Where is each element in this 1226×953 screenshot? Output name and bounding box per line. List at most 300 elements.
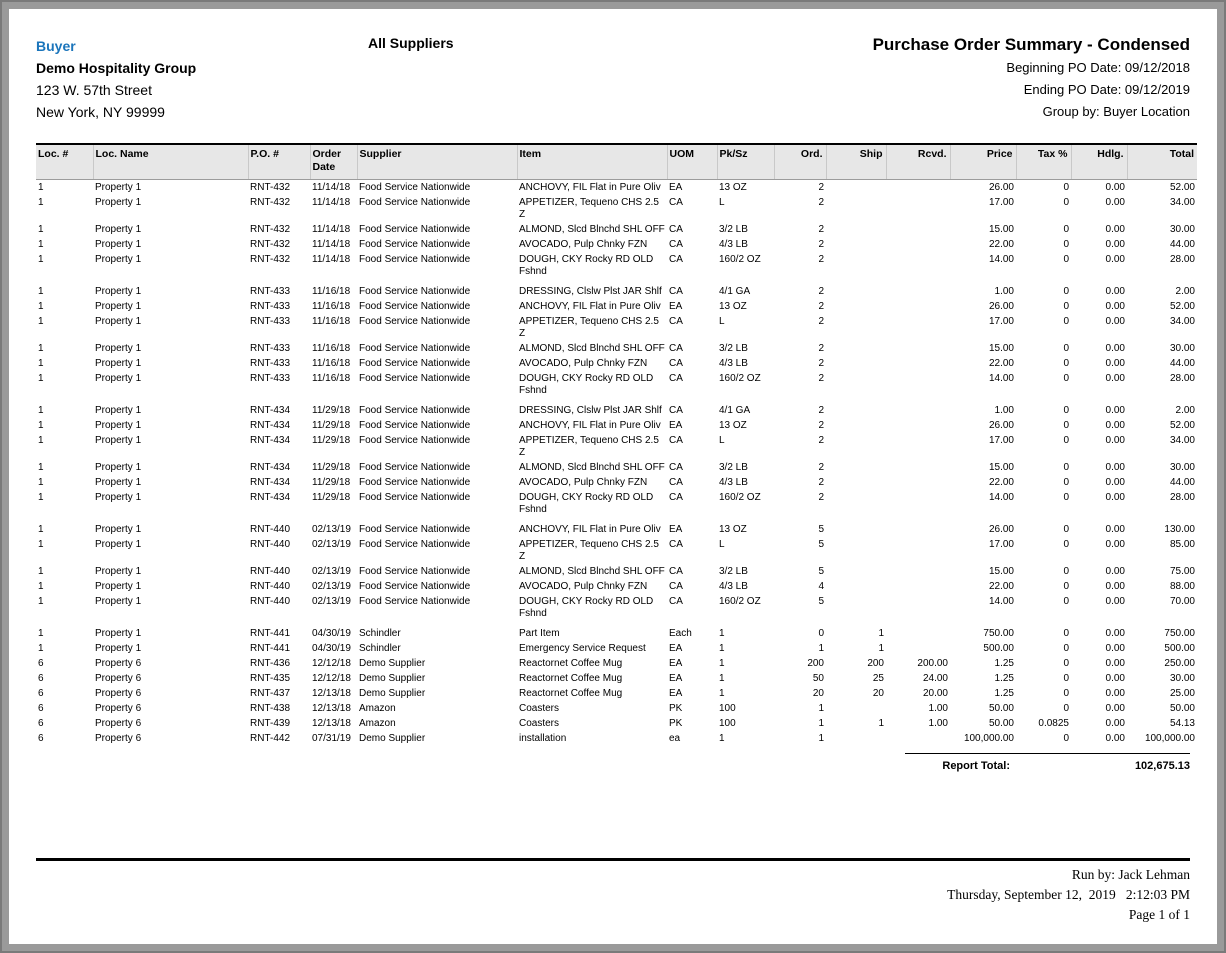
table-cell: 1	[719, 688, 725, 699]
table-cell: 0	[1063, 628, 1069, 639]
suppliers-scope: All Suppliers	[368, 35, 454, 51]
table-cell: 2	[818, 477, 824, 488]
table-cell	[886, 490, 950, 517]
table-cell: 1	[38, 628, 44, 639]
column-header: P.O. #	[248, 144, 310, 180]
table-cell	[826, 418, 886, 433]
table-cell: DOUGH, CKY Rocky RD OLD Fshnd	[519, 596, 654, 619]
table-cell: 1	[818, 733, 824, 744]
table-cell	[886, 299, 950, 314]
table-cell	[826, 341, 886, 356]
table-cell: 0	[1063, 733, 1069, 744]
table-cell: Emergency Service Request	[519, 643, 646, 654]
table-cell: 0	[1063, 658, 1069, 669]
table-cell: 200	[807, 658, 824, 669]
table-cell: 04/30/19	[312, 643, 351, 654]
table-cell	[886, 641, 950, 656]
table-cell: CA	[669, 254, 683, 265]
table-cell: Food Service Nationwide	[359, 197, 471, 208]
table-cell: Property 6	[95, 673, 142, 684]
report-footer	[36, 858, 1190, 925]
table-cell: Property 1	[95, 239, 142, 250]
table-cell: 1.25	[994, 658, 1014, 669]
report-page	[9, 9, 1217, 944]
table-cell: 26.00	[988, 524, 1014, 535]
table-cell: 44.00	[1169, 239, 1195, 250]
table-cell: 17.00	[988, 316, 1014, 327]
table-cell: 0	[1063, 286, 1069, 297]
purchase-order-table	[36, 143, 1197, 746]
table-cell: 1	[719, 733, 725, 744]
table-cell: RNT-433	[250, 286, 291, 297]
table-cell: 50.00	[988, 703, 1014, 714]
table-cell: APPETIZER, Tequeno CHS 2.5 Z	[519, 539, 659, 562]
table-cell: 2	[818, 492, 824, 503]
table-cell: 70.00	[1169, 596, 1195, 607]
table-cell: 0	[1063, 703, 1069, 714]
table-cell: Property 1	[95, 343, 142, 354]
table-cell: Demo Supplier	[359, 688, 426, 699]
table-row	[36, 475, 1197, 490]
table-cell: 50.00	[1169, 703, 1195, 714]
table-cell: Property 1	[95, 628, 142, 639]
table-cell: 52.00	[1169, 420, 1195, 431]
table-cell: 30.00	[1169, 224, 1195, 235]
table-cell: Food Service Nationwide	[359, 492, 471, 503]
table-cell	[826, 314, 886, 341]
ending-po-date: Ending PO Date: 09/12/2019	[1023, 82, 1190, 97]
report-total-value: 102,675.13	[1134, 760, 1190, 772]
table-cell: 5	[818, 566, 824, 577]
column-header: Tax %	[1016, 144, 1071, 180]
table-cell: 88.00	[1169, 581, 1195, 592]
table-cell: ALMOND, Slcd Blnchd SHL OFF	[519, 566, 665, 577]
table-cell: 0	[1063, 343, 1069, 354]
table-row	[36, 195, 1197, 222]
table-cell: 6	[38, 703, 44, 714]
table-cell: APPETIZER, Tequeno CHS 2.5 Z	[519, 197, 659, 220]
table-cell: 50	[812, 673, 824, 684]
table-cell: 11/29/18	[312, 405, 351, 416]
table-cell	[826, 522, 886, 537]
table-cell	[886, 475, 950, 490]
table-row	[36, 284, 1197, 299]
table-cell: 0.00	[1105, 492, 1125, 503]
buyer-label: Buyer	[36, 38, 76, 54]
table-cell: DOUGH, CKY Rocky RD OLD Fshnd	[519, 373, 654, 396]
table-cell: 02/13/19	[312, 596, 351, 607]
table-cell: 22.00	[988, 477, 1014, 488]
table-cell: 28.00	[1169, 373, 1195, 384]
table-cell: 0	[1063, 539, 1069, 550]
table-cell	[886, 180, 950, 196]
table-cell: 85.00	[1169, 539, 1195, 550]
table-cell: 0.00	[1105, 462, 1125, 473]
table-cell: APPETIZER, Tequeno CHS 2.5 Z	[519, 316, 659, 339]
table-cell: 1	[818, 643, 824, 654]
table-cell: Food Service Nationwide	[359, 239, 471, 250]
table-cell: 30.00	[1169, 673, 1195, 684]
table-cell: 6	[38, 688, 44, 699]
table-cell: 1	[38, 477, 44, 488]
table-cell: 50.00	[988, 718, 1014, 729]
table-cell: 0.00	[1105, 286, 1125, 297]
table-cell: CA	[669, 197, 683, 208]
table-cell: 0.00	[1105, 658, 1125, 669]
column-header: Loc. #	[36, 144, 93, 180]
table-cell: Property 1	[95, 462, 142, 473]
table-row	[36, 594, 1197, 621]
table-cell: 02/13/19	[312, 566, 351, 577]
table-cell: AVOCADO, Pulp Chnky FZN	[519, 358, 648, 369]
column-header: Order Date	[310, 144, 357, 180]
table-cell: 0	[1063, 239, 1069, 250]
table-cell	[886, 356, 950, 371]
table-row	[36, 314, 1197, 341]
table-cell: 0.00	[1105, 254, 1125, 265]
table-cell: 04/30/19	[312, 628, 351, 639]
table-row	[36, 490, 1197, 517]
table-cell: PK	[669, 718, 683, 729]
table-cell: 0	[1063, 405, 1069, 416]
table-cell	[886, 371, 950, 398]
table-cell: EA	[669, 673, 683, 684]
table-cell: 2	[818, 254, 824, 265]
table-cell: 25.00	[1169, 688, 1195, 699]
table-cell: L	[719, 539, 725, 550]
table-cell: 2	[818, 405, 824, 416]
table-cell: Food Service Nationwide	[359, 286, 471, 297]
table-cell: 0	[1063, 373, 1069, 384]
table-cell: Property 1	[95, 539, 142, 550]
page-number: Page 1 of 1	[1128, 907, 1190, 922]
table-cell: DOUGH, CKY Rocky RD OLD Fshnd	[519, 254, 654, 277]
table-cell: 11/29/18	[312, 477, 351, 488]
table-cell: 500.00	[1164, 643, 1195, 654]
table-cell: 17.00	[988, 197, 1014, 208]
report-total-row	[905, 753, 1190, 773]
table-cell: 3/2 LB	[719, 566, 748, 577]
column-header: Ship	[826, 144, 886, 180]
table-cell: 0.00	[1105, 182, 1125, 193]
table-cell: 1	[38, 566, 44, 577]
table-cell: RNT-436	[250, 658, 291, 669]
table-cell: 20	[872, 688, 884, 699]
table-cell: L	[719, 197, 725, 208]
table-cell: CA	[669, 405, 683, 416]
table-cell	[826, 371, 886, 398]
table-cell: CA	[669, 539, 683, 550]
table-cell	[826, 299, 886, 314]
table-cell: 200	[867, 658, 884, 669]
table-cell: 26.00	[988, 182, 1014, 193]
report-body	[36, 143, 1195, 773]
table-cell: RNT-441	[250, 643, 291, 654]
table-row	[36, 656, 1197, 671]
report-title: Purchase Order Summary - Condensed	[872, 35, 1190, 54]
table-cell: Property 1	[95, 197, 142, 208]
table-cell: 1	[38, 343, 44, 354]
table-row	[36, 671, 1197, 686]
table-cell: 1	[38, 643, 44, 654]
table-cell: CA	[669, 316, 683, 327]
table-cell: RNT-434	[250, 405, 291, 416]
column-header: UOM	[667, 144, 717, 180]
table-cell: 1	[38, 462, 44, 473]
column-header: Ord.	[774, 144, 826, 180]
table-cell: 0	[1063, 224, 1069, 235]
table-cell: Property 1	[95, 524, 142, 535]
table-cell	[826, 731, 886, 746]
table-cell	[886, 403, 950, 418]
table-cell: Property 1	[95, 477, 142, 488]
table-cell: 15.00	[988, 566, 1014, 577]
table-cell: 0	[1063, 688, 1069, 699]
table-cell: RNT-435	[250, 673, 291, 684]
table-cell: 160/2 OZ	[719, 596, 761, 607]
table-cell: 2	[818, 435, 824, 446]
column-header: Rcvd.	[886, 144, 950, 180]
table-cell	[886, 222, 950, 237]
table-cell: 6	[38, 658, 44, 669]
table-row	[36, 299, 1197, 314]
table-cell: RNT-434	[250, 492, 291, 503]
table-cell: CA	[669, 343, 683, 354]
table-cell: RNT-433	[250, 316, 291, 327]
table-cell: RNT-434	[250, 462, 291, 473]
table-cell: 130.00	[1164, 524, 1195, 535]
table-cell: Food Service Nationwide	[359, 182, 471, 193]
table-cell: 2.00	[1175, 286, 1195, 297]
table-cell	[826, 195, 886, 222]
table-cell: Food Service Nationwide	[359, 301, 471, 312]
table-cell: 11/29/18	[312, 462, 351, 473]
table-cell	[826, 594, 886, 621]
column-header: Hdlg.	[1071, 144, 1127, 180]
table-cell: 0	[818, 628, 824, 639]
table-cell: 1	[38, 596, 44, 607]
table-cell: CA	[669, 581, 683, 592]
table-cell: 13 OZ	[719, 524, 747, 535]
table-cell: 0.00	[1105, 673, 1125, 684]
table-cell: 12/12/18	[312, 673, 351, 684]
table-cell: 0	[1063, 254, 1069, 265]
table-cell: 0	[1063, 420, 1069, 431]
table-row	[36, 433, 1197, 460]
table-cell: CA	[669, 435, 683, 446]
table-cell: RNT-434	[250, 435, 291, 446]
table-cell: 0.00	[1105, 643, 1125, 654]
table-cell: 44.00	[1169, 477, 1195, 488]
table-cell: Food Service Nationwide	[359, 596, 471, 607]
table-cell: ALMOND, Slcd Blnchd SHL OFF	[519, 343, 665, 354]
table-cell: 4/3 LB	[719, 239, 748, 250]
column-header: Total	[1127, 144, 1197, 180]
table-row	[36, 537, 1197, 564]
table-cell: 0.00	[1105, 581, 1125, 592]
table-cell: 1	[38, 301, 44, 312]
table-cell: 0	[1063, 316, 1069, 327]
table-cell: 2	[818, 420, 824, 431]
table-cell: APPETIZER, Tequeno CHS 2.5 Z	[519, 435, 659, 458]
table-cell: 20	[812, 688, 824, 699]
table-cell: 17.00	[988, 539, 1014, 550]
table-cell	[886, 594, 950, 621]
column-header: Price	[950, 144, 1016, 180]
table-cell: installation	[519, 733, 567, 744]
table-cell: RNT-440	[250, 566, 291, 577]
table-cell: 1	[719, 628, 725, 639]
table-cell: 30.00	[1169, 462, 1195, 473]
table-cell: 0.00	[1105, 596, 1125, 607]
table-cell: RNT-440	[250, 581, 291, 592]
table-cell: Property 1	[95, 373, 142, 384]
table-cell: 0.0825	[1038, 718, 1069, 729]
table-cell: ALMOND, Slcd Blnchd SHL OFF	[519, 224, 665, 235]
table-cell: 1.00	[928, 718, 948, 729]
table-cell	[826, 490, 886, 517]
table-cell: Food Service Nationwide	[359, 343, 471, 354]
table-cell: 5	[818, 539, 824, 550]
table-cell: 750.00	[983, 628, 1014, 639]
table-cell: Amazon	[359, 703, 396, 714]
table-cell: DRESSING, Clslw Plst JAR Shlf	[519, 286, 662, 297]
table-cell: 1	[878, 643, 884, 654]
table-cell: 5	[818, 524, 824, 535]
table-cell: 1.25	[994, 673, 1014, 684]
table-cell: 22.00	[988, 358, 1014, 369]
run-datetime: Thursday, September 12, 2019 2:12:03 PM	[947, 887, 1190, 902]
table-cell: 0.00	[1105, 477, 1125, 488]
table-cell: 2	[818, 462, 824, 473]
table-cell: Property 1	[95, 254, 142, 265]
table-cell: 0.00	[1105, 316, 1125, 327]
table-cell: 0.00	[1105, 703, 1125, 714]
table-cell: 3/2 LB	[719, 462, 748, 473]
table-cell: ANCHOVY, FIL Flat in Pure Oliv	[519, 524, 661, 535]
table-cell: 4/3 LB	[719, 581, 748, 592]
table-cell: 0.00	[1105, 420, 1125, 431]
table-cell	[886, 522, 950, 537]
table-cell: 34.00	[1169, 316, 1195, 327]
table-cell: Food Service Nationwide	[359, 566, 471, 577]
table-cell	[886, 626, 950, 641]
table-cell: 1	[38, 197, 44, 208]
table-cell: Demo Supplier	[359, 673, 426, 684]
table-cell: 13 OZ	[719, 420, 747, 431]
table-cell: 0	[1063, 566, 1069, 577]
table-row	[36, 371, 1197, 398]
table-cell: Food Service Nationwide	[359, 358, 471, 369]
table-cell: 11/14/18	[312, 197, 351, 208]
table-cell: RNT-440	[250, 539, 291, 550]
table-cell: 14.00	[988, 373, 1014, 384]
table-cell: Property 6	[95, 733, 142, 744]
table-cell: 6	[38, 733, 44, 744]
table-cell: Coasters	[519, 718, 560, 729]
table-cell: Property 1	[95, 435, 142, 446]
table-cell: Reactornet Coffee Mug	[519, 688, 623, 699]
table-cell	[886, 284, 950, 299]
table-cell: 0.00	[1105, 539, 1125, 550]
table-cell: Property 1	[95, 182, 142, 193]
table-cell	[826, 356, 886, 371]
table-row	[36, 341, 1197, 356]
table-cell: 14.00	[988, 596, 1014, 607]
table-header-row	[36, 144, 1197, 180]
table-cell: 1	[719, 658, 725, 669]
table-cell: 0.00	[1105, 224, 1125, 235]
table-cell: EA	[669, 182, 683, 193]
table-cell: AVOCADO, Pulp Chnky FZN	[519, 477, 648, 488]
table-cell: 0.00	[1105, 688, 1125, 699]
table-cell: Part Item	[519, 628, 560, 639]
table-cell	[886, 433, 950, 460]
table-cell: 1	[818, 703, 824, 714]
table-row	[36, 731, 1197, 746]
table-cell: CA	[669, 224, 683, 235]
table-cell: CA	[669, 566, 683, 577]
table-cell: Food Service Nationwide	[359, 462, 471, 473]
table-cell	[826, 564, 886, 579]
table-cell	[826, 222, 886, 237]
table-cell: CA	[669, 492, 683, 503]
table-cell: EA	[669, 688, 683, 699]
table-cell: 13 OZ	[719, 182, 747, 193]
table-cell: Property 6	[95, 658, 142, 669]
report-title-block	[873, 33, 1190, 123]
table-cell: ANCHOVY, FIL Flat in Pure Oliv	[519, 301, 661, 312]
table-cell: 0	[1063, 596, 1069, 607]
table-cell: Food Service Nationwide	[359, 539, 471, 550]
table-row	[36, 356, 1197, 371]
table-cell	[886, 252, 950, 279]
table-cell: 14.00	[988, 492, 1014, 503]
table-cell: 2	[818, 373, 824, 384]
table-cell: RNT-432	[250, 254, 291, 265]
table-cell: 2	[818, 301, 824, 312]
table-cell: RNT-432	[250, 197, 291, 208]
table-cell: AVOCADO, Pulp Chnky FZN	[519, 581, 648, 592]
table-cell: 24.00	[922, 673, 948, 684]
table-cell: L	[719, 435, 725, 446]
table-cell: 14.00	[988, 254, 1014, 265]
table-cell	[886, 731, 950, 746]
table-cell: 0	[1063, 197, 1069, 208]
table-cell: RNT-432	[250, 224, 291, 235]
table-cell: Food Service Nationwide	[359, 254, 471, 265]
table-cell: 1.00	[994, 286, 1014, 297]
table-cell: 6	[38, 673, 44, 684]
table-cell: EA	[669, 420, 683, 431]
table-cell: 11/16/18	[312, 286, 351, 297]
table-cell: 1	[38, 492, 44, 503]
table-cell: 500.00	[983, 643, 1014, 654]
table-cell: 11/14/18	[312, 182, 351, 193]
table-cell: 26.00	[988, 420, 1014, 431]
table-cell: RNT-437	[250, 688, 291, 699]
table-cell: 2	[818, 286, 824, 297]
address-line-2: New York, NY 99999	[36, 104, 165, 120]
table-cell: 2	[818, 316, 824, 327]
address-line-1: 123 W. 57th Street	[36, 82, 152, 98]
table-cell: 250.00	[1164, 658, 1195, 669]
table-cell: 160/2 OZ	[719, 254, 761, 265]
table-cell: 2	[818, 182, 824, 193]
table-cell: 20.00	[922, 688, 948, 699]
table-cell: 750.00	[1164, 628, 1195, 639]
table-row	[36, 252, 1197, 279]
